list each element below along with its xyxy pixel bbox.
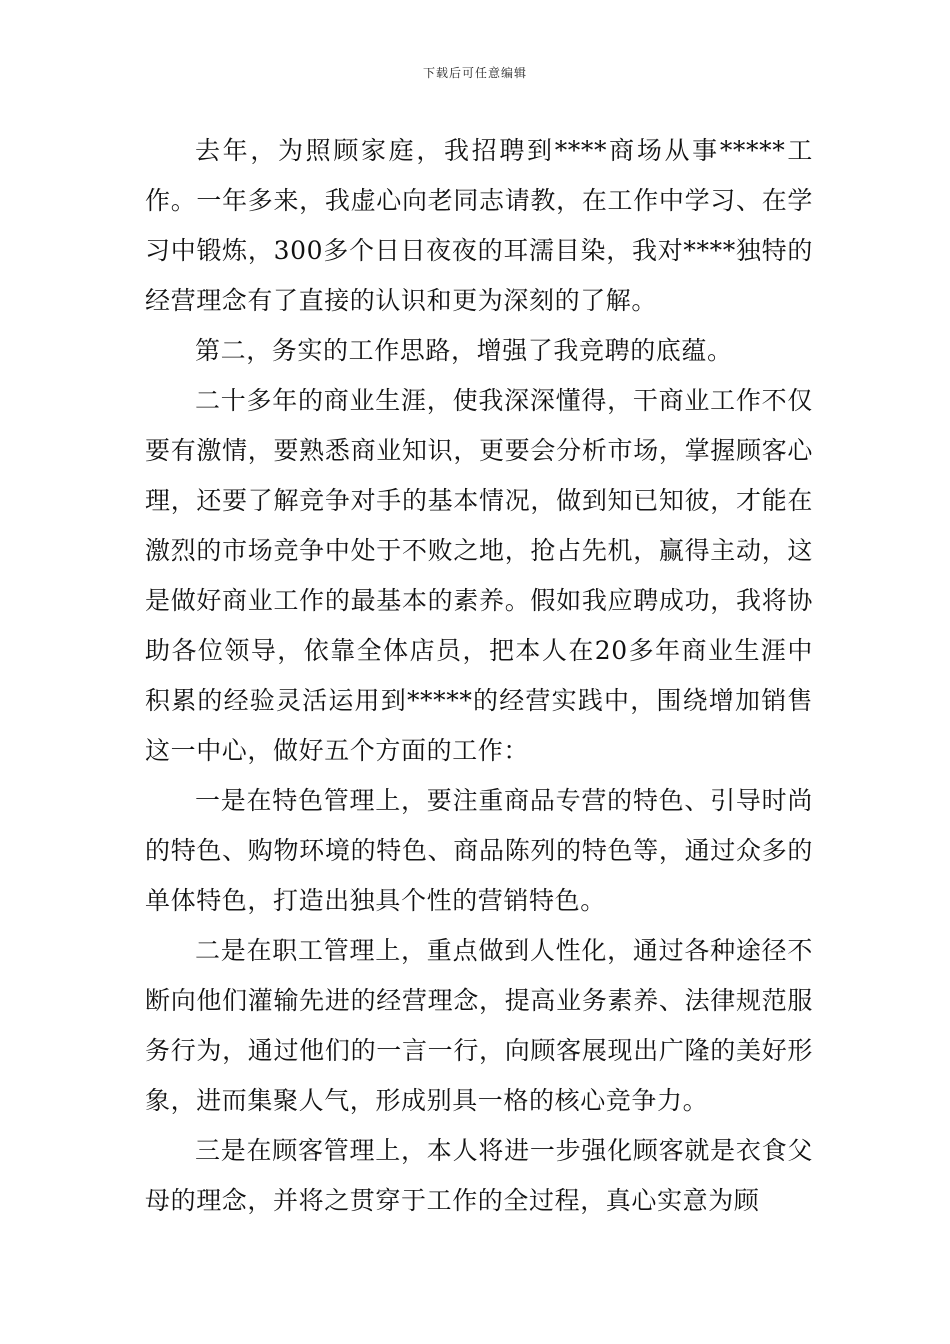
paragraph-4: 一是在特色管理上，要注重商品专营的特色、引导时尚的特色、购物环境的特色、商品陈列的特色等，通过众多的单体特色，打造出独具个性的营销特色。: [145, 786, 813, 915]
paragraph-3: 二十多年的商业生涯，使我深深懂得，干商业工作不仅要有激情，要熟悉商业知识，更要会分析市场，掌握顾客心理，还要了解竞争对手的基本情况，做到知已知彼，才能在激烈的市场竞争中处于不败之地，抢占先机，赢得主动，这是做好商业工作的最基本的素养。假如我应聘成功，我将协助各位领导，依靠全体店员，把本人在20多年商业生涯中积累的经验灵活运用到*****的经营实践中，围绕增加销售这一中心，做好五个方面的工作：: [145, 386, 813, 765]
paragraph-5: 二是在职工管理上，重点做到人性化，通过各种途径不断向他们灌输先进的经营理念，提高业务素养、法律规范服务行为，通过他们的一言一行，向顾客展现出广隆的美好形象，进而集聚人气，形成别具一格的核心竞争力。: [145, 936, 813, 1115]
paragraph-1: 去年，为照顾家庭，我招聘到****商场从事*****工作。一年多来，我虚心向老同志请教，在工作中学习、在学习中锻炼，300多个日日夜夜的耳濡目染，我对****独特的经营理念有了直接的认识和更为深刻的了解。: [145, 136, 813, 315]
paragraph-2: 第二，务实的工作思路，增强了我竞聘的底蕴。: [195, 336, 733, 365]
paragraph-6: 三是在顾客管理上，本人将进一步强化顾客就是衣食父母的理念，并将之贯穿于工作的全过程，真心实意为顾: [145, 1136, 813, 1215]
document-body: [145, 126, 813, 1226]
page-header: 下载后可任意编辑: [422, 66, 527, 80]
